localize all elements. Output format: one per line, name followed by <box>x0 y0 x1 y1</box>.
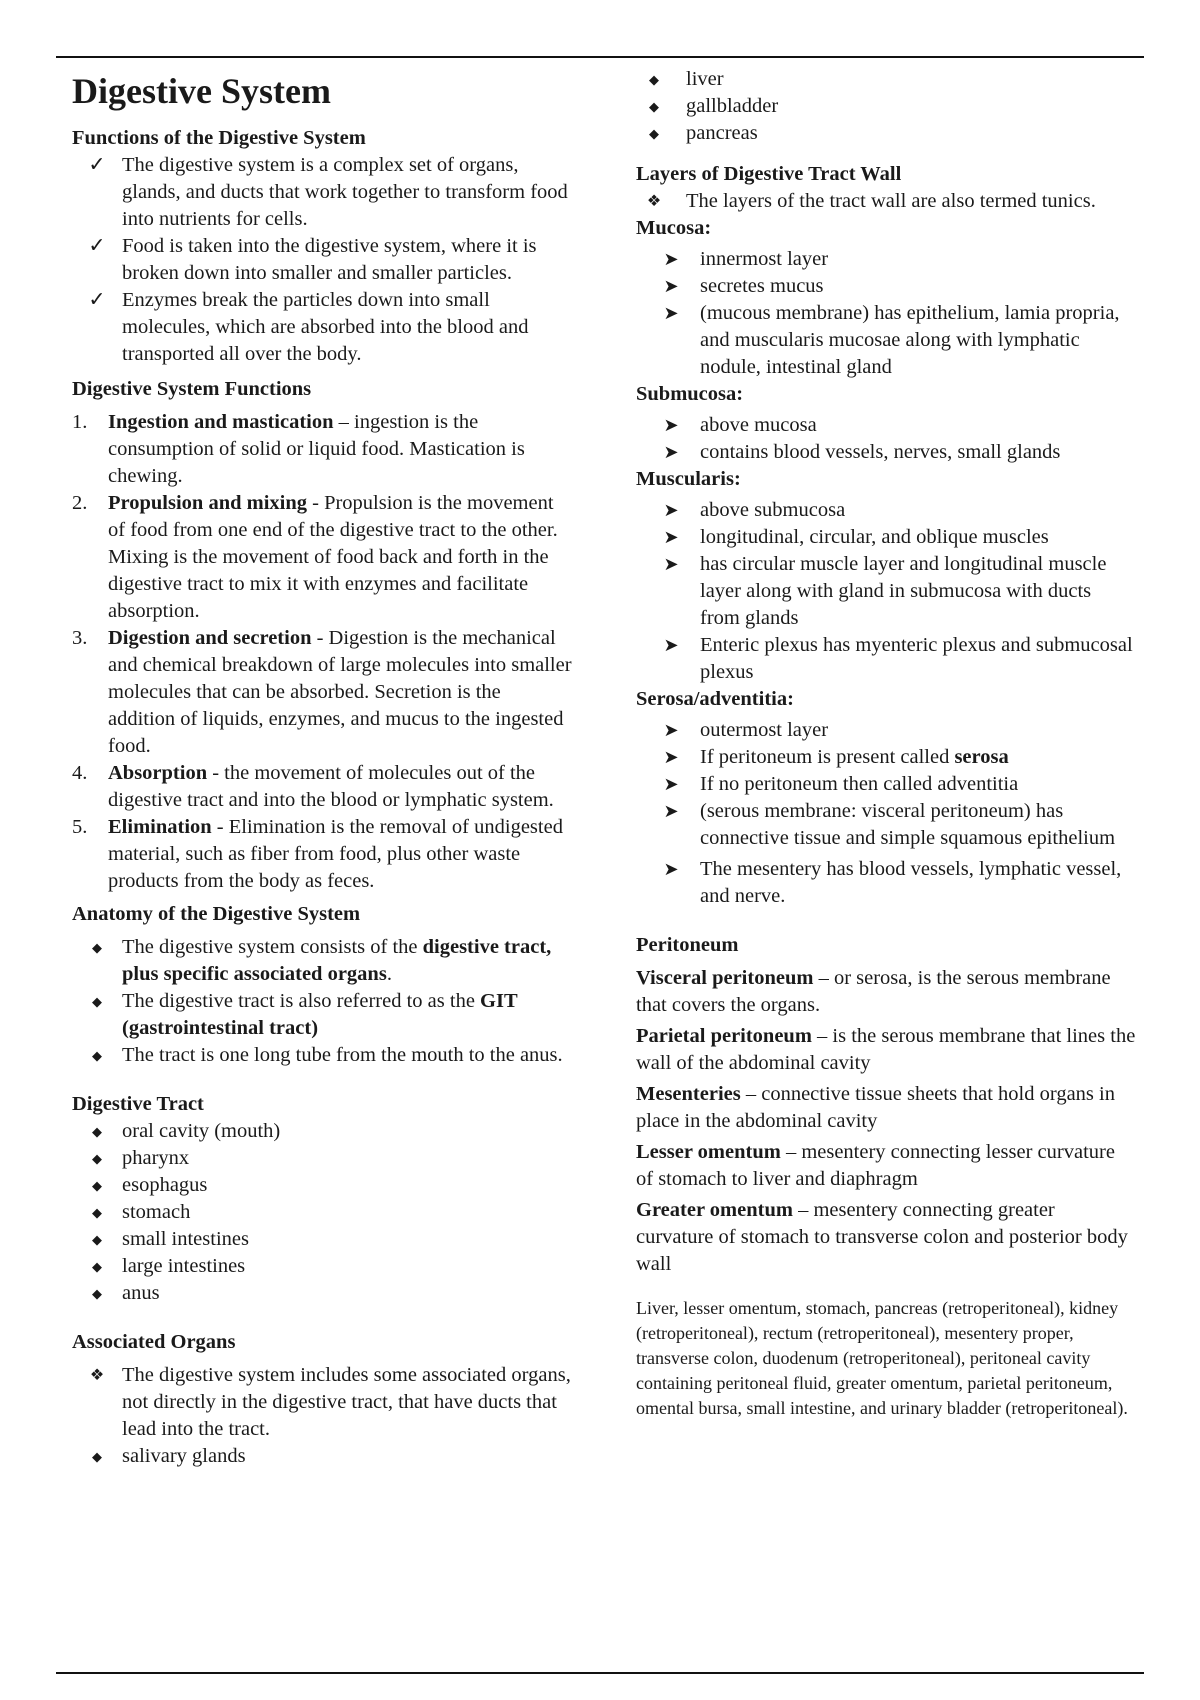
bullet-icon: ◆ <box>649 99 659 114</box>
bullet-icon: ◆ <box>92 1178 102 1193</box>
submucosa-heading: Submucosa: <box>636 383 744 405</box>
list-item: ➤ outermost layer <box>636 717 1136 744</box>
system-functions-heading: Digestive System Functions <box>72 378 312 400</box>
peritoneum-entry: Lesser omentum – mesentery connecting lesser curvature of stomach to liver and diaphragm <box>636 1141 1115 1190</box>
associated-organs-list-cont <box>636 66 1136 147</box>
arrow-bullet-icon: ➤ <box>663 276 679 296</box>
checkmark-icon: ✓ <box>88 154 106 176</box>
arrow-bullet-icon: ➤ <box>663 635 679 655</box>
functions-list <box>72 152 572 368</box>
list-item: ✓ Enzymes break the particles down into small molecules, which are absorbed into the blood and transported all over the body. <box>72 287 572 368</box>
bullet-icon: ◆ <box>92 1205 102 1220</box>
list-item: 3. Digestion and secretion - Digestion is the mechanical and chemical breakdown of large molecules into smaller molecules that can be absorbed. Secretion is the addition of liquids, enzymes, and mucus to the ingested food. <box>72 627 572 757</box>
list-item: ➤ Enteric plexus has myenteric plexus and submucosal plexus <box>636 632 1136 686</box>
peritoneum-heading: Peritoneum <box>636 934 739 956</box>
bullet-icon: ◆ <box>649 126 659 141</box>
list-item: ➤ contains blood vessels, nerves, small glands <box>636 439 1136 466</box>
bullet-icon: ◆ <box>92 1449 102 1464</box>
bullet-icon: ◆ <box>649 72 659 87</box>
list-item: ◆ small intestines <box>72 1226 572 1253</box>
list-item: ➤ above submucosa <box>636 497 1136 524</box>
functions-heading: Functions of the Digestive System <box>72 127 366 149</box>
arrow-bullet-icon: ➤ <box>663 500 679 520</box>
layers-intro <box>636 188 1136 215</box>
anatomy-heading: Anatomy of the Digestive System <box>72 903 361 925</box>
mucosa-list <box>636 246 1136 381</box>
list-item: ➤ has circular muscle layer and longitudinal muscle layer along with gland in submucosa with ducts from glands <box>636 551 1136 632</box>
list-item: ◆ pharynx <box>72 1145 572 1172</box>
list-item: ◆ The digestive system consists of the digestive tract, plus specific associated organs. <box>72 934 572 988</box>
peritoneum-note: Liver, lesser omentum, stomach, pancreas (retroperitoneal), kidney (retroperitoneal), rectum (retroperitoneal), mesentery proper, transverse colon, duodenum (retroperitoneal), peritoneal cavity containing peritoneal fluid, greater omentum, parietal peritoneum, omental bursa, small intestine, and urinary bladder (retroperitoneal). <box>636 1298 1128 1418</box>
list-item: ✓ The digestive system is a complex set of organs, glands, and ducts that work together to transform food into nutrients for cells. <box>72 152 572 233</box>
list-item: ◆ The digestive tract is also referred to as the GIT (gastrointestinal tract) <box>72 988 572 1042</box>
list-item: ◆ gallbladder <box>636 93 1136 120</box>
peritoneum-entry: Greater omentum – mesentery connecting greater curvature of stomach to transverse colon and posterior body wall <box>636 1199 1128 1275</box>
list-item: 1. Ingestion and mastication – ingestion is the consumption of solid or liquid food. Mastication is chewing. <box>72 411 525 487</box>
list-item: ➤ (serous membrane: visceral peritoneum) has connective tissue and simple squamous epithelium <box>636 798 1136 852</box>
list-item: ◆ oral cavity (mouth) <box>72 1118 572 1145</box>
arrow-bullet-icon: ➤ <box>663 527 679 547</box>
associated-organs-intro <box>72 1362 572 1443</box>
list-item: 2. Propulsion and mixing - Propulsion is the movement of food from one end of the digestive tract to the other. Mixing is the movement of food back and forth in the digestive tract to mix it with enzymes and facilitate absorption. <box>72 492 558 622</box>
bullet-icon: ◆ <box>92 1232 102 1247</box>
list-item: ➤ (mucous membrane) has epithelium, lamia propria, and muscularis mucosae along with lymphatic nodule, intestinal gland <box>636 300 1136 381</box>
checkmark-icon: ✓ <box>88 289 106 311</box>
list-item: 4. Absorption - the movement of molecules out of the digestive tract and into the blood or lymphatic system. <box>72 762 554 811</box>
arrow-bullet-icon: ➤ <box>663 554 679 574</box>
list-item: ◆ esophagus <box>72 1172 572 1199</box>
peritoneum-entry: Mesenteries – connective tissue sheets that hold organs in place in the abdominal cavity <box>636 1083 1115 1132</box>
top-rule <box>56 56 1144 58</box>
muscularis-heading: Muscularis: <box>636 468 741 490</box>
bullet-icon: ◆ <box>92 1124 102 1139</box>
arrow-bullet-icon: ➤ <box>663 303 679 323</box>
arrow-bullet-icon: ➤ <box>663 415 679 435</box>
associated-organs-heading: Associated Organs <box>72 1331 236 1353</box>
arrow-bullet-icon: ➤ <box>663 859 679 879</box>
diamond-bullet-icon: ❖ <box>646 193 662 210</box>
list-item: ➤ innermost layer <box>636 246 1136 273</box>
peritoneum-entry: Visceral peritoneum – or serosa, is the serous membrane that covers the organs. <box>636 967 1111 1016</box>
list-item: ➤ secretes mucus <box>636 273 1136 300</box>
arrow-bullet-icon: ➤ <box>663 720 679 740</box>
list-item: 5. Elimination - Elimination is the removal of undigested material, such as fiber from food, plus other waste products from the body as feces. <box>72 816 563 892</box>
list-item: ✓ Food is taken into the digestive system, where it is broken down into smaller and smaller particles. <box>72 233 572 287</box>
peritoneum-entry: Parietal peritoneum – is the serous membrane that lines the wall of the abdominal cavity <box>636 1025 1136 1074</box>
bullet-icon: ◆ <box>92 940 102 955</box>
list-item: ◆ liver <box>636 66 1136 93</box>
left-column <box>72 66 572 1470</box>
arrow-bullet-icon: ➤ <box>663 442 679 462</box>
bullet-icon: ◆ <box>92 994 102 1009</box>
mucosa-heading: Mucosa: <box>636 217 712 239</box>
digestive-tract-list <box>72 1118 572 1307</box>
list-item: ➤ above mucosa <box>636 412 1136 439</box>
layers-heading: Layers of Digestive Tract Wall <box>636 163 902 185</box>
list-item: ➤ The mesentery has blood vessels, lymphatic vessel, and nerve. <box>636 856 1136 910</box>
list-item: ◆ pancreas <box>636 120 1136 147</box>
list-item: ❖ The layers of the tract wall are also termed tunics. <box>636 188 1136 215</box>
list-item: ◆ The tract is one long tube from the mouth to the anus. <box>72 1042 572 1069</box>
list-item: ◆ salivary glands <box>72 1443 572 1470</box>
submucosa-list <box>636 412 1136 466</box>
right-column <box>636 66 1136 1421</box>
arrow-bullet-icon: ➤ <box>663 249 679 269</box>
associated-organs-list-start <box>72 1443 572 1470</box>
bullet-icon: ◆ <box>92 1048 102 1063</box>
page-title: Digestive System <box>72 71 331 111</box>
list-item: ➤ longitudinal, circular, and oblique muscles <box>636 524 1136 551</box>
diamond-bullet-icon: ❖ <box>89 1367 105 1384</box>
system-functions-list <box>72 409 572 895</box>
arrow-bullet-icon: ➤ <box>663 801 679 821</box>
bullet-icon: ◆ <box>92 1286 102 1301</box>
digestive-tract-heading: Digestive Tract <box>72 1093 204 1115</box>
list-item: ◆ stomach <box>72 1199 572 1226</box>
list-item: ➤ If no peritoneum then called adventitia <box>636 771 1136 798</box>
arrow-bullet-icon: ➤ <box>663 774 679 794</box>
muscularis-list <box>636 497 1136 686</box>
list-item: ◆ anus <box>72 1280 572 1307</box>
bottom-rule <box>56 1672 1144 1674</box>
list-item: ◆ large intestines <box>72 1253 572 1280</box>
arrow-bullet-icon: ➤ <box>663 747 679 767</box>
bullet-icon: ◆ <box>92 1151 102 1166</box>
serosa-heading: Serosa/adventitia: <box>636 688 794 710</box>
list-item: ➤ If peritoneum is present called serosa <box>636 744 1136 771</box>
checkmark-icon: ✓ <box>88 235 106 257</box>
bullet-icon: ◆ <box>92 1259 102 1274</box>
list-item: ❖ The digestive system includes some associated organs, not directly in the digestive tract, that have ducts that lead into the tract. <box>72 1362 572 1443</box>
serosa-list <box>636 717 1136 910</box>
anatomy-list <box>72 934 572 1069</box>
